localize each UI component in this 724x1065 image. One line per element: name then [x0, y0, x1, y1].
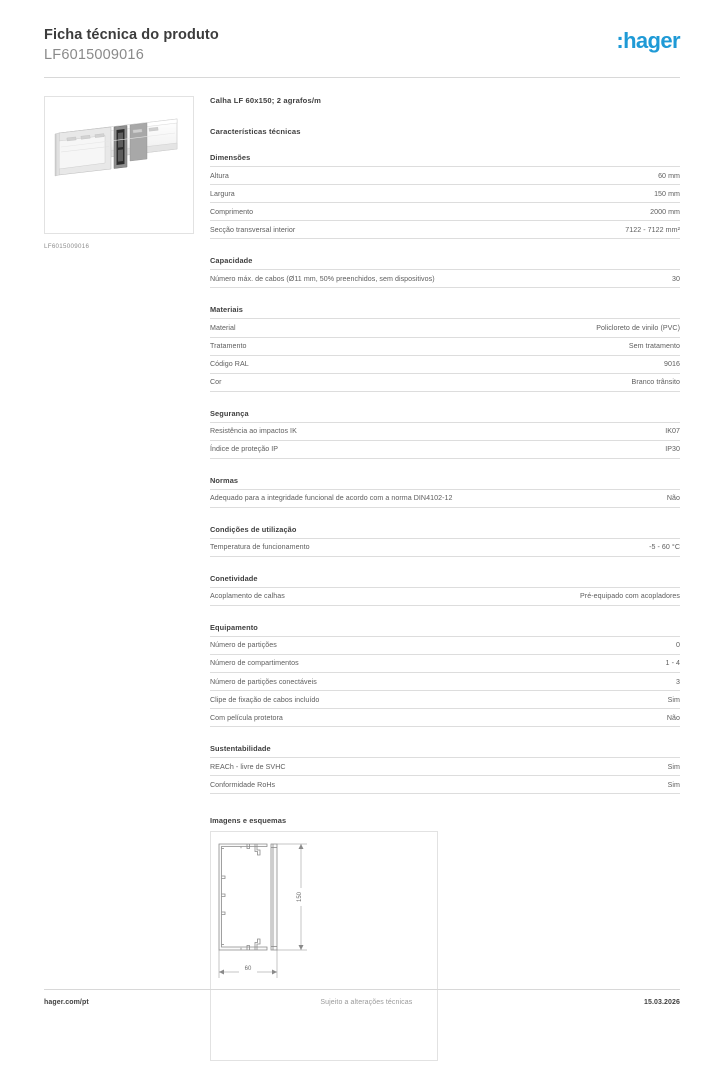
spec-group — [210, 305, 680, 391]
spec-row — [210, 758, 680, 776]
drawing-width-label: 60 — [244, 966, 252, 973]
spec-row-label: Índice de proteção IP — [210, 445, 279, 454]
spec-group — [210, 153, 680, 239]
spec-group — [210, 409, 680, 459]
spec-row-value: Não — [666, 494, 680, 503]
spec-heading: Características técnicas — [210, 127, 301, 137]
spec-row-value: Branco trânsito — [631, 378, 680, 387]
spec-row — [210, 319, 680, 337]
product-reference: LF6015009016 — [44, 46, 144, 63]
spec-row-value: 150 mm — [654, 189, 680, 198]
spec-table — [210, 318, 680, 391]
product-photo — [45, 97, 191, 231]
spec-row — [210, 489, 680, 507]
spec-group — [210, 623, 680, 727]
spec-row-value: Sim — [667, 780, 680, 789]
spec-group-title: Capacidade — [210, 256, 253, 266]
drawings-title: Imagens e esquemas — [210, 816, 287, 826]
spec-table — [210, 166, 680, 239]
technical-drawing-frame — [210, 831, 438, 1061]
spec-row-label: Cor — [210, 378, 222, 387]
spec-group-title: Equipamento — [210, 623, 258, 632]
spec-row-label: Altura — [210, 171, 229, 180]
spec-row-value: 60 mm — [658, 171, 680, 180]
spec-row-value: Sem tratamento — [628, 341, 680, 350]
spec-row-label: Número de compartimentos — [210, 659, 299, 668]
spec-table — [210, 587, 680, 606]
spec-group-title: Conetividade — [210, 573, 258, 583]
spec-group — [210, 744, 680, 794]
footer-divider — [44, 989, 680, 990]
spec-row-label: Temperatura de funcionamento — [210, 543, 310, 552]
spec-group — [210, 574, 680, 606]
spec-row — [210, 185, 680, 203]
spec-row — [210, 709, 680, 727]
spec-row-label: Acoplamento de calhas — [210, 592, 285, 601]
spec-row — [210, 422, 680, 440]
product-photo-caption: LF6015009016 — [44, 243, 90, 251]
spec-row-label: Tratamento — [210, 341, 247, 350]
spec-row-label: Adequado para a integridade funcional de acordo com a norma DIN4102-12 — [210, 494, 453, 503]
spec-row-label: Número de partições conectáveis — [210, 677, 317, 686]
spec-table — [210, 636, 680, 727]
cross-section-drawing — [211, 832, 437, 1060]
spec-group — [210, 525, 680, 557]
spec-row — [210, 167, 680, 185]
spec-row — [210, 270, 680, 288]
spec-group-title: Sustentabilidade — [210, 744, 271, 754]
spec-row-label: Resistência ao impactos IK — [210, 427, 297, 436]
spec-row — [210, 587, 680, 605]
spec-table — [210, 538, 680, 557]
spec-row-value: Policloreto de vinilo (PVC) — [596, 323, 680, 332]
drawing-height-label: 150 — [297, 892, 303, 903]
spec-row-label: Secção transversal interior — [210, 225, 296, 234]
spec-row — [210, 673, 680, 691]
spec-row-value: 7122 - 7122 mm² — [625, 225, 680, 234]
spec-row-value: Pré-equipado com acopladores — [580, 592, 680, 601]
spec-row-value: 1 - 4 — [665, 659, 680, 668]
product-name: Calha LF 60x150; 2 agrafos/m — [210, 96, 321, 106]
spec-row-label: Conformidade RoHs — [210, 780, 276, 789]
spec-row-label: Com película protetora — [210, 713, 283, 722]
footer-website[interactable]: hager.com/pt — [44, 999, 89, 1006]
spec-table — [210, 269, 680, 288]
spec-row — [210, 337, 680, 355]
spec-row-value: 0 — [676, 641, 680, 650]
hager-logo: :hager — [616, 28, 680, 53]
spec-group — [210, 476, 680, 508]
spec-row-value: IK07 — [665, 427, 680, 436]
header-titles — [44, 26, 219, 65]
spec-row — [210, 203, 680, 221]
page-header — [44, 0, 680, 65]
spec-row-value: 2000 mm — [650, 207, 680, 216]
spec-row — [210, 355, 680, 373]
spec-group-title: Condições de utilização — [210, 524, 297, 534]
spec-groups — [210, 153, 680, 794]
spec-table — [210, 422, 680, 459]
spec-group-title: Dimensões — [210, 153, 251, 163]
spec-row-value: Não — [666, 713, 680, 722]
spec-row — [210, 373, 680, 391]
spec-row-value: Sim — [667, 695, 680, 704]
spec-row-value: Sim — [667, 762, 680, 771]
spec-row-value: -5 - 60 °C — [649, 543, 680, 552]
spec-row-label: Material — [210, 323, 236, 332]
spec-row-label: Código RAL — [210, 359, 249, 368]
spec-row-value: 30 — [672, 274, 680, 283]
spec-group — [210, 256, 680, 288]
spec-row-label: Número de partições — [210, 641, 277, 650]
footer-note: Sujeito a alterações técnicas — [320, 999, 413, 1006]
spec-row-value: 9016 — [664, 359, 680, 368]
spec-row-label: Clipe de fixação de cabos incluído — [210, 695, 320, 704]
product-image-column — [44, 96, 196, 1061]
spec-table — [210, 757, 680, 794]
product-photo-frame — [44, 96, 194, 234]
page-content — [44, 78, 680, 1061]
spec-row-label: Comprimento — [210, 207, 254, 216]
spec-row — [210, 538, 680, 556]
spec-row — [210, 637, 680, 655]
footer-row — [44, 999, 680, 1006]
spec-table — [210, 489, 680, 508]
spec-group-title: Normas — [210, 475, 239, 485]
page-title: Ficha técnica do produto — [44, 27, 219, 43]
footer-date: 15.03.2026 — [643, 999, 680, 1006]
spec-row — [210, 776, 680, 794]
spec-row — [210, 221, 680, 239]
spec-group-title: Materiais — [210, 305, 243, 315]
spec-row — [210, 655, 680, 673]
spec-row-value: IP30 — [665, 445, 680, 454]
spec-row-label: Largura — [210, 189, 235, 198]
spec-row — [210, 440, 680, 458]
spec-row-label: Número máx. de cabos (Ø11 mm, 50% preenchidos, sem dispositivos) — [210, 274, 435, 283]
spec-group-title: Segurança — [210, 408, 249, 418]
page-footer — [44, 989, 680, 1006]
spec-row-label: REACh - livre de SVHC — [210, 762, 286, 771]
spec-row-value: 3 — [676, 677, 680, 686]
spec-row — [210, 691, 680, 709]
specifications-column — [196, 96, 680, 1061]
